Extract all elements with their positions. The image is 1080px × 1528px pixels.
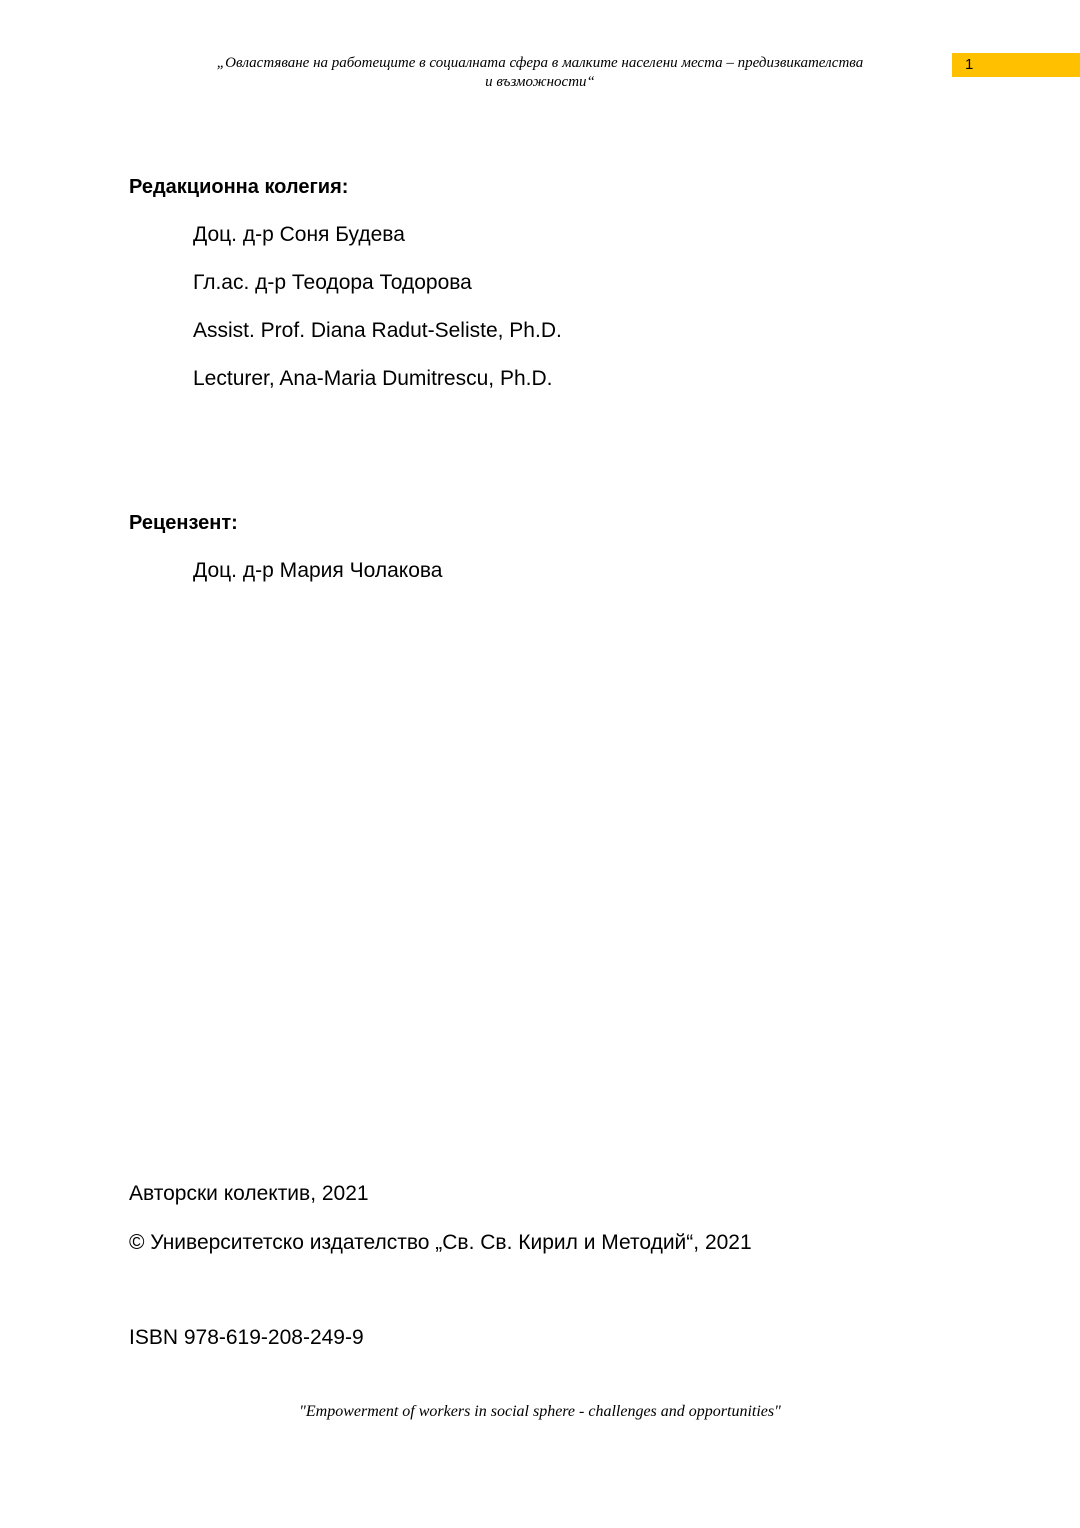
editorial-board-member: Доц. д-р Соня Будева: [193, 223, 405, 246]
isbn-line: ISBN 978-619-208-249-9: [129, 1326, 364, 1349]
reviewer-title: Рецензент:: [129, 512, 238, 534]
editorial-board-member: Assist. Prof. Diana Radut-Seliste, Ph.D.: [193, 319, 562, 342]
running-footer: "Empowerment of workers in social sphere - challenges and opportunities": [299, 1403, 781, 1420]
editorial-board-title: Редакционна колегия:: [129, 176, 349, 198]
editorial-board-member: Гл.ас. д-р Теодора Тодорова: [193, 271, 472, 294]
header-title-line1: „Овластяване на работещите в социалната сфера в малките населени места – предизвикателства: [216, 55, 864, 71]
page-number-badge: 1: [952, 53, 1080, 77]
editorial-board-member: Lecturer, Ana-Maria Dumitrescu, Ph.D.: [193, 367, 553, 390]
authors-line: Авторски колектив, 2021: [129, 1182, 369, 1205]
header-title-line2: и възможности“: [485, 74, 595, 90]
reviewer-name: Доц. д-р Мария Чолакова: [193, 559, 443, 582]
running-header: [140, 54, 940, 92]
copyright-line: © Университетско издателство „Св. Св. Кирил и Методий“, 2021: [129, 1231, 752, 1254]
